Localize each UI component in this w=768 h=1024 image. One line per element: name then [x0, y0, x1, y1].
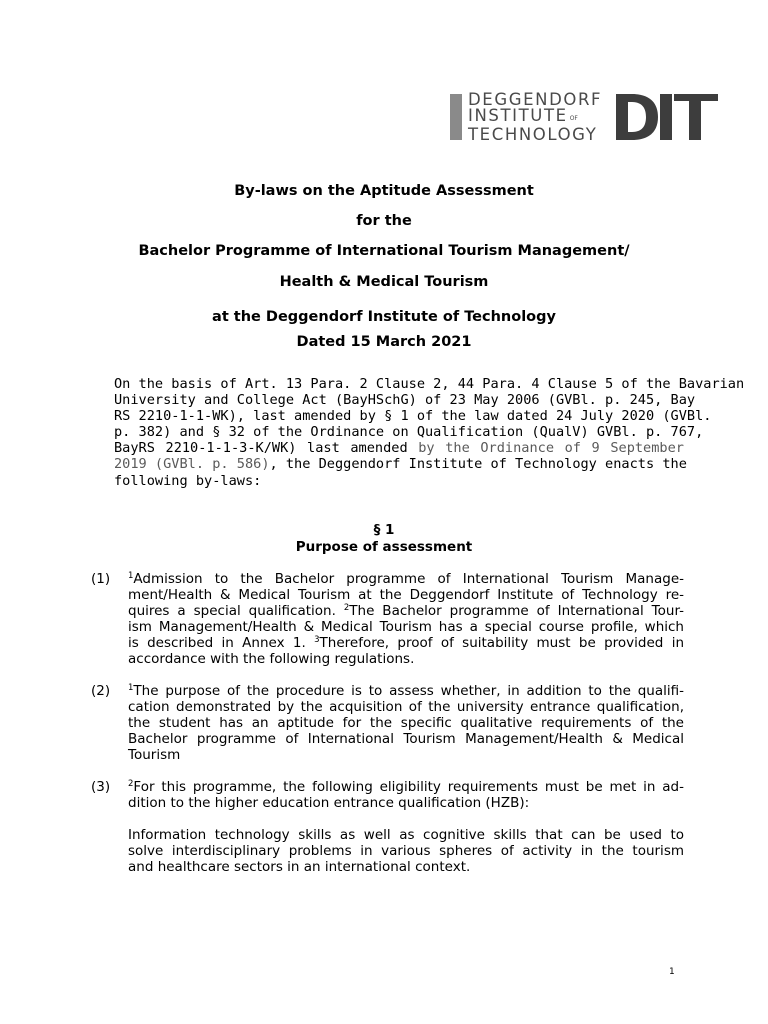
section-number: § 1: [373, 522, 395, 538]
paragraph-number: (1): [91, 571, 111, 587]
logo-line-2: INSTITUTE OF: [468, 106, 578, 125]
title-line-2: for the: [356, 213, 412, 229]
paragraph-line: Information technology skills as well as cognitive skills that can be used to: [128, 827, 684, 843]
preamble-line: RS 2210-1-1-WK), last amended by § 1 of the law dated 24 July 2020 (GVBl.: [114, 408, 712, 425]
dit-logo: [450, 90, 718, 144]
paragraph-1: [128, 571, 684, 668]
preamble-line: On the basis of Art. 13 Para. 2 Clause 2, 44 Para. 4 Clause 5 of the Bavarian: [114, 376, 745, 392]
paragraph-line: accordance with the following regulations.: [128, 651, 415, 668]
paragraph-line: $^2$For this programme, the following eligibility requirements must be met in ad-: [128, 779, 684, 795]
paragraph-line: $^1$Admission to the Bachelor programme of International Tourism Manage-: [128, 571, 684, 587]
paragraph-2: [128, 683, 684, 763]
dit-mark-icon: [616, 94, 718, 140]
title-date: Dated 15 March 2021: [296, 334, 472, 350]
preamble-line: following by-laws:: [114, 472, 262, 489]
paragraph-line: ism Management/Health & Medical Tourism has a special course profile, which: [128, 619, 684, 636]
page-number: 1: [669, 967, 675, 977]
title-line-1: By-laws on the Aptitude Assessment: [234, 183, 534, 199]
paragraph-number: (3): [91, 779, 111, 795]
preamble-line: BayRS 2210-1-1-3-K/WK) last amended by the Ordinance of 9 September: [114, 440, 684, 457]
paragraph-line: and healthcare sectors in an international context.: [128, 859, 471, 876]
section-heading: Purpose of assessment: [295, 539, 473, 555]
preamble-line: p. 382) and § 32 of the Ordinance on Qualification (QualV) GVBl. p. 767,: [114, 424, 704, 441]
logo-wordmark: [468, 92, 602, 143]
paragraph-line: cation demonstrated by the acquisition of the university entrance qualification,: [128, 699, 684, 716]
title-line-4: Health & Medical Tourism: [279, 274, 489, 290]
paragraph-line: dition to the higher education entrance qualification (HZB):: [128, 795, 530, 812]
paragraph-line: is described in Annex 1. $^3$Therefore, proof of suitability must be provided in: [128, 635, 684, 652]
title-line-5: at the Deggendorf Institute of Technology: [212, 309, 556, 325]
paragraph-3: [128, 779, 684, 811]
paragraph-line: Tourism: [128, 747, 181, 764]
paragraph-number: (2): [91, 683, 111, 699]
preamble-line: University and College Act (BayHSchG) of 23 May 2006 (GVBl. p. 245, Bay: [114, 392, 696, 409]
preamble: [114, 376, 745, 489]
paragraph-line: the student has an aptitude for the specific qualitative requirements of the: [128, 715, 684, 732]
paragraph-line: ment/Health & Medical Tourism at the Deggendorf Institute of Technology re-: [128, 587, 684, 604]
title-line-3: Bachelor Programme of International Tourism Management/: [138, 243, 630, 259]
logo-line-1: DEGGENDORF: [468, 90, 603, 109]
paragraph-line: quires a special qualification. $^2$The Bachelor programme of International Tour-: [128, 603, 685, 620]
paragraph-line: Bachelor programme of International Tourism Management/Health & Medical: [128, 731, 684, 748]
preamble-line: 2019 (GVBl. p. 586), the Deggendorf Institute of Technology enacts the: [114, 456, 687, 473]
paragraph-line: solve interdisciplinary problems in various spheres of activity in the tourism: [128, 843, 684, 860]
logo-bar: [450, 94, 462, 140]
paragraph-3-requirements: [128, 827, 684, 875]
logo-line-3: TECHNOLOGY: [468, 125, 598, 144]
paragraph-line: $^1$The purpose of the procedure is to assess whether, in addition to the qualifi-: [128, 683, 684, 699]
